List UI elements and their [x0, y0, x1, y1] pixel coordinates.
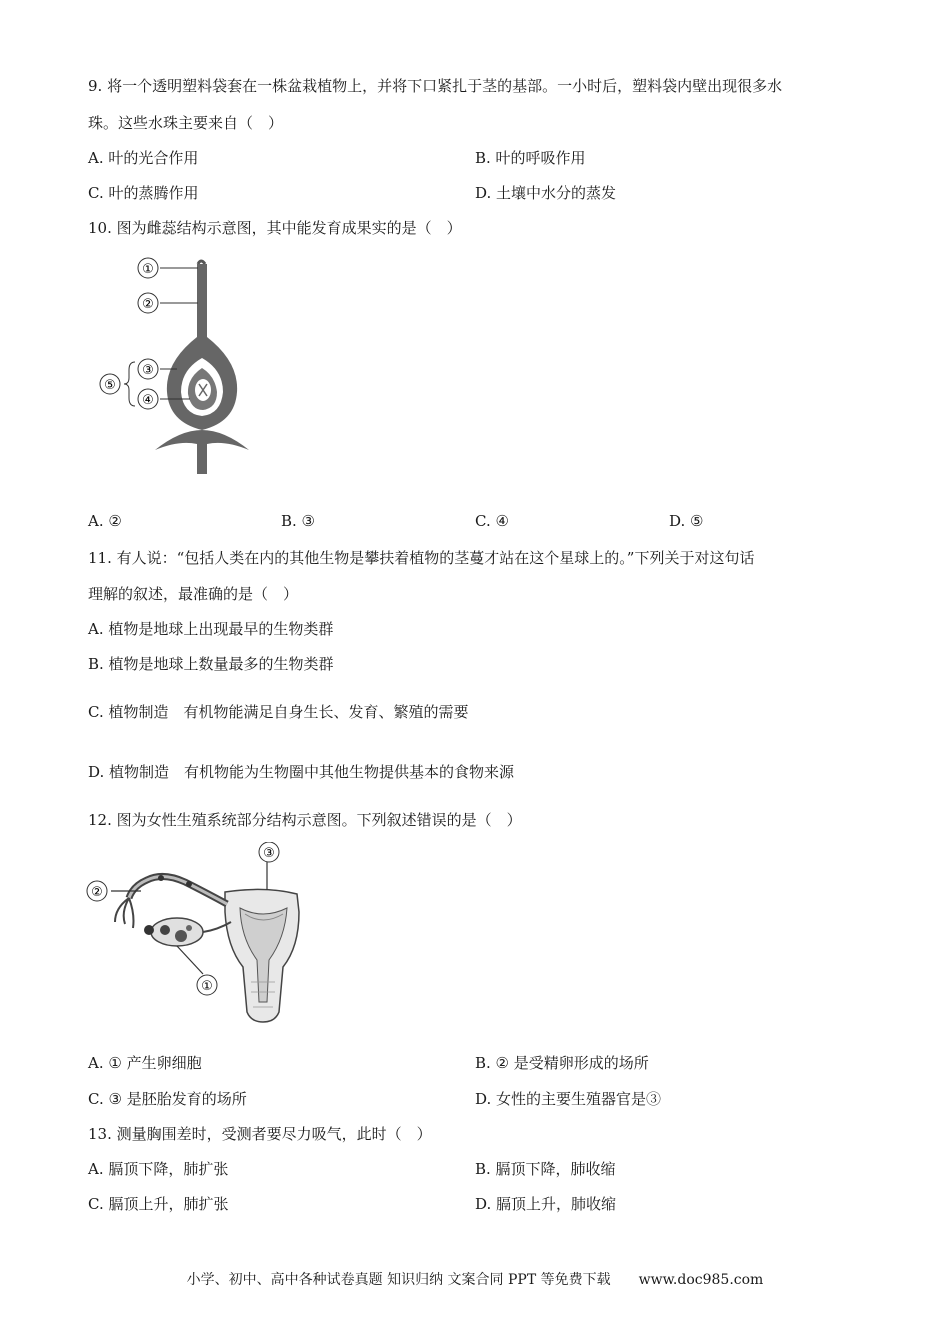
- page-footer: 小学、初中、高中各种试卷真题 知识归纳 文案合同 PPT 等免费下载 www.doc985.com: [186, 1272, 764, 1288]
- pistil-diagram: [95, 252, 265, 477]
- q9-option-d[interactable]: D. 土壤中水分的蒸发: [475, 184, 617, 202]
- reproductive-label-3: ③: [263, 846, 275, 861]
- q11-stem-line2: 理解的叙述，最准确的是（ ）: [88, 585, 299, 603]
- q13-stem: 13. 测量胸围差时，受测者要尽力吸气，此时（ ）: [88, 1125, 432, 1143]
- q12-option-c[interactable]: C. ③ 是胚胎发育的场所: [88, 1090, 247, 1108]
- pistil-label-5: ⑤: [104, 378, 116, 393]
- q10-option-c[interactable]: C. ④: [475, 512, 509, 530]
- female-reproductive-diagram: [85, 842, 305, 1028]
- pistil-label-4: ④: [142, 393, 154, 408]
- pistil-label-1: ①: [142, 262, 154, 277]
- q12-option-d[interactable]: D. 女性的主要生殖器官是③: [475, 1090, 662, 1108]
- q10-option-a[interactable]: A. ②: [88, 512, 122, 530]
- q13-option-d[interactable]: D. 膈顶上升，肺收缩: [475, 1195, 617, 1213]
- q13-option-b[interactable]: B. 膈顶下降，肺收缩: [475, 1160, 616, 1178]
- q10-stem: 10. 图为雌蕊结构示意图，其中能发育成果实的是（ ）: [88, 219, 462, 237]
- q11-option-d[interactable]: D. 植物制造 有机物能为生物圈中其他生物提供基本的食物来源: [88, 763, 515, 781]
- q11-option-b[interactable]: B. 植物是地球上数量最多的生物类群: [88, 655, 334, 673]
- q12-stem: 12. 图为女性生殖系统部分结构示意图。下列叙述错误的是（ ）: [88, 811, 522, 829]
- q11-option-c[interactable]: C. 植物制造 有机物能满足自身生长、发育、繁殖的需要: [88, 703, 469, 721]
- q11-stem-line1: 11. 有人说：“包括人类在内的其他生物是攀扶着植物的茎蔓才站在这个星球上的。”下列关于对这句话: [88, 549, 755, 567]
- q12-option-b[interactable]: B. ② 是受精卵形成的场所: [475, 1054, 649, 1072]
- q13-option-a[interactable]: A. 膈顶下降，肺扩张: [88, 1160, 229, 1178]
- q9-stem-line1: 9. 将一个透明塑料袋套在一株盆栽植物上，并将下口紧扎于茎的基部。一小时后，塑料袋内壁出现很多水: [88, 77, 783, 95]
- q9-option-b[interactable]: B. 叶的呼吸作用: [475, 149, 586, 167]
- q10-option-d[interactable]: D. ⑤: [669, 512, 704, 530]
- q13-option-c[interactable]: C. 膈顶上升，肺扩张: [88, 1195, 229, 1213]
- q9-option-c[interactable]: C. 叶的蒸腾作用: [88, 184, 199, 202]
- q11-option-a[interactable]: A. 植物是地球上出现最早的生物类群: [88, 620, 334, 638]
- pistil-label-2: ②: [142, 297, 154, 312]
- q9-option-a[interactable]: A. 叶的光合作用: [88, 149, 199, 167]
- q10-option-b[interactable]: B. ③: [281, 512, 316, 530]
- q12-option-a[interactable]: A. ① 产生卵细胞: [88, 1054, 202, 1072]
- reproductive-label-1: ①: [201, 979, 213, 994]
- reproductive-label-2: ②: [91, 885, 103, 900]
- q9-stem-line2: 珠。这些水珠主要来自（ ）: [88, 114, 284, 132]
- pistil-label-3: ③: [142, 363, 154, 378]
